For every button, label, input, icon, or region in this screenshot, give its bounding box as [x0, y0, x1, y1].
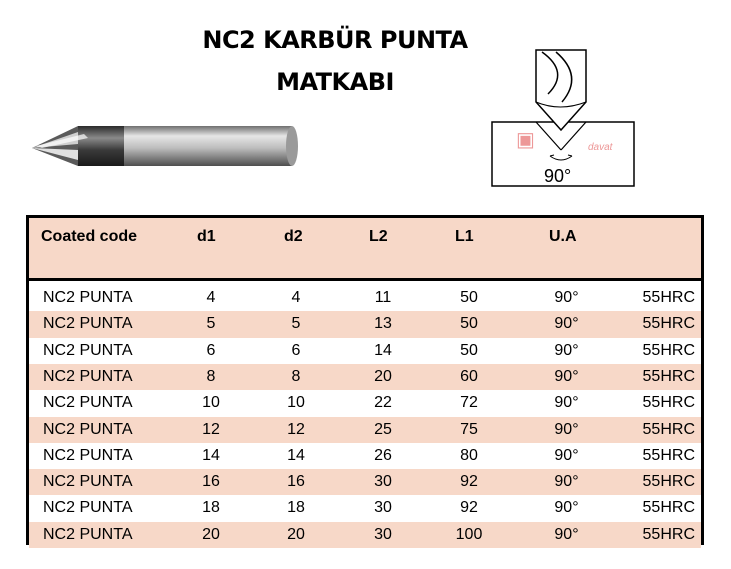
- cell-code: NC2 PUNTA: [43, 394, 133, 412]
- cell-d1: 8: [206, 367, 216, 385]
- cell-l2: 26: [374, 446, 392, 464]
- header-ua: U.A: [549, 228, 577, 245]
- page-title-line-2: MATKABI: [276, 68, 394, 96]
- cell-hrc: 55HRC: [642, 394, 695, 412]
- header-d1: d1: [197, 228, 216, 245]
- table-row: [29, 364, 701, 390]
- cell-l2: 22: [374, 394, 392, 412]
- cell-l1: 72: [460, 394, 478, 412]
- cell-l1: 50: [460, 289, 478, 306]
- cell-ua: 90°: [554, 525, 579, 543]
- cell-code: NC2 PUNTA: [43, 315, 133, 333]
- cell-d2: 16: [287, 473, 305, 491]
- cell-l1: 92: [460, 499, 478, 517]
- cell-d1: 18: [202, 499, 220, 517]
- cell-ua: 90°: [554, 341, 579, 359]
- cell-ua: 90°: [554, 289, 579, 306]
- cell-l1: 50: [460, 341, 478, 359]
- cell-d2: 4: [291, 289, 301, 306]
- cell-d1: 10: [202, 394, 220, 412]
- cell-hrc: 55HRC: [642, 341, 695, 359]
- cell-ua: 90°: [554, 394, 579, 412]
- cell-d1: 12: [202, 420, 220, 438]
- table-row: [29, 469, 701, 495]
- cell-d2: 10: [287, 394, 305, 412]
- cell-l1: 80: [460, 446, 478, 464]
- cell-ua: 90°: [554, 420, 579, 438]
- cell-code: NC2 PUNTA: [43, 341, 133, 359]
- table-row: [29, 495, 701, 521]
- table-row: [29, 338, 701, 364]
- cell-ua: 90°: [554, 499, 579, 517]
- header-d2: d2: [284, 228, 303, 245]
- svg-text:▣: ▣: [516, 129, 535, 151]
- cell-code: NC2 PUNTA: [43, 499, 133, 517]
- cell-d2: 6: [291, 341, 301, 359]
- table-row: [29, 390, 701, 416]
- cell-d2: 20: [287, 525, 305, 543]
- cell-d1: 6: [206, 341, 216, 359]
- cell-l2: 20: [374, 367, 392, 385]
- angle-label: 90°: [544, 166, 572, 186]
- countersink-angle-diagram: [490, 42, 640, 192]
- table-row: [29, 522, 701, 548]
- cell-l1: 50: [460, 315, 478, 333]
- table-row: [29, 417, 701, 443]
- cell-hrc: 55HRC: [642, 289, 695, 306]
- cell-code: NC2 PUNTA: [43, 525, 133, 543]
- spec-table: [26, 215, 704, 545]
- table-row: [29, 311, 701, 337]
- cell-hrc: 55HRC: [642, 499, 695, 517]
- cell-d1: 4: [206, 289, 216, 306]
- cell-l1: 75: [460, 420, 478, 438]
- cell-code: NC2 PUNTA: [43, 367, 133, 385]
- table-row: [29, 285, 701, 311]
- cell-ua: 90°: [554, 446, 579, 464]
- header-l1: L1: [455, 228, 474, 245]
- cell-l2: 14: [374, 341, 392, 359]
- cell-ua: 90°: [554, 473, 579, 491]
- cell-d2: 18: [287, 499, 305, 517]
- header-coated-code: Coated code: [41, 228, 138, 245]
- cell-code: NC2 PUNTA: [43, 420, 133, 438]
- cell-l1: 92: [460, 473, 478, 491]
- watermark-text: davat: [588, 142, 613, 153]
- cell-l1: 100: [455, 525, 483, 543]
- cell-ua: 90°: [554, 367, 579, 385]
- page-title-line-1: NC2 KARBÜR PUNTA: [202, 26, 468, 54]
- cell-d2: 14: [287, 446, 305, 464]
- cell-d1: 14: [202, 446, 220, 464]
- cell-d1: 5: [206, 315, 216, 333]
- cell-hrc: 55HRC: [642, 420, 695, 438]
- cell-ua: 90°: [554, 315, 579, 333]
- cell-d2: 5: [291, 315, 301, 333]
- table-row: [29, 443, 701, 469]
- cell-hrc: 55HRC: [642, 473, 695, 491]
- cell-l2: 30: [374, 473, 392, 491]
- cell-l1: 60: [460, 367, 478, 385]
- cell-hrc: 55HRC: [642, 367, 695, 385]
- cell-hrc: 55HRC: [642, 525, 695, 543]
- cell-hrc: 55HRC: [642, 315, 695, 333]
- cell-l2: 25: [374, 420, 392, 438]
- cell-d1: 20: [202, 525, 220, 543]
- cell-d2: 12: [287, 420, 305, 438]
- cell-l2: 11: [374, 289, 392, 306]
- cell-code: NC2 PUNTA: [43, 473, 133, 491]
- cell-hrc: 55HRC: [642, 446, 695, 464]
- cell-l2: 30: [374, 499, 392, 517]
- header-l2: L2: [369, 228, 388, 245]
- cell-d2: 8: [291, 367, 301, 385]
- cell-code: NC2 PUNTA: [43, 446, 133, 464]
- cell-l2: 13: [374, 315, 392, 333]
- drill-bit-illustration: [28, 118, 308, 178]
- cell-code: NC2 PUNTA: [43, 289, 133, 306]
- cell-d1: 16: [202, 473, 220, 491]
- cell-l2: 30: [374, 525, 392, 543]
- table-header: [29, 218, 701, 281]
